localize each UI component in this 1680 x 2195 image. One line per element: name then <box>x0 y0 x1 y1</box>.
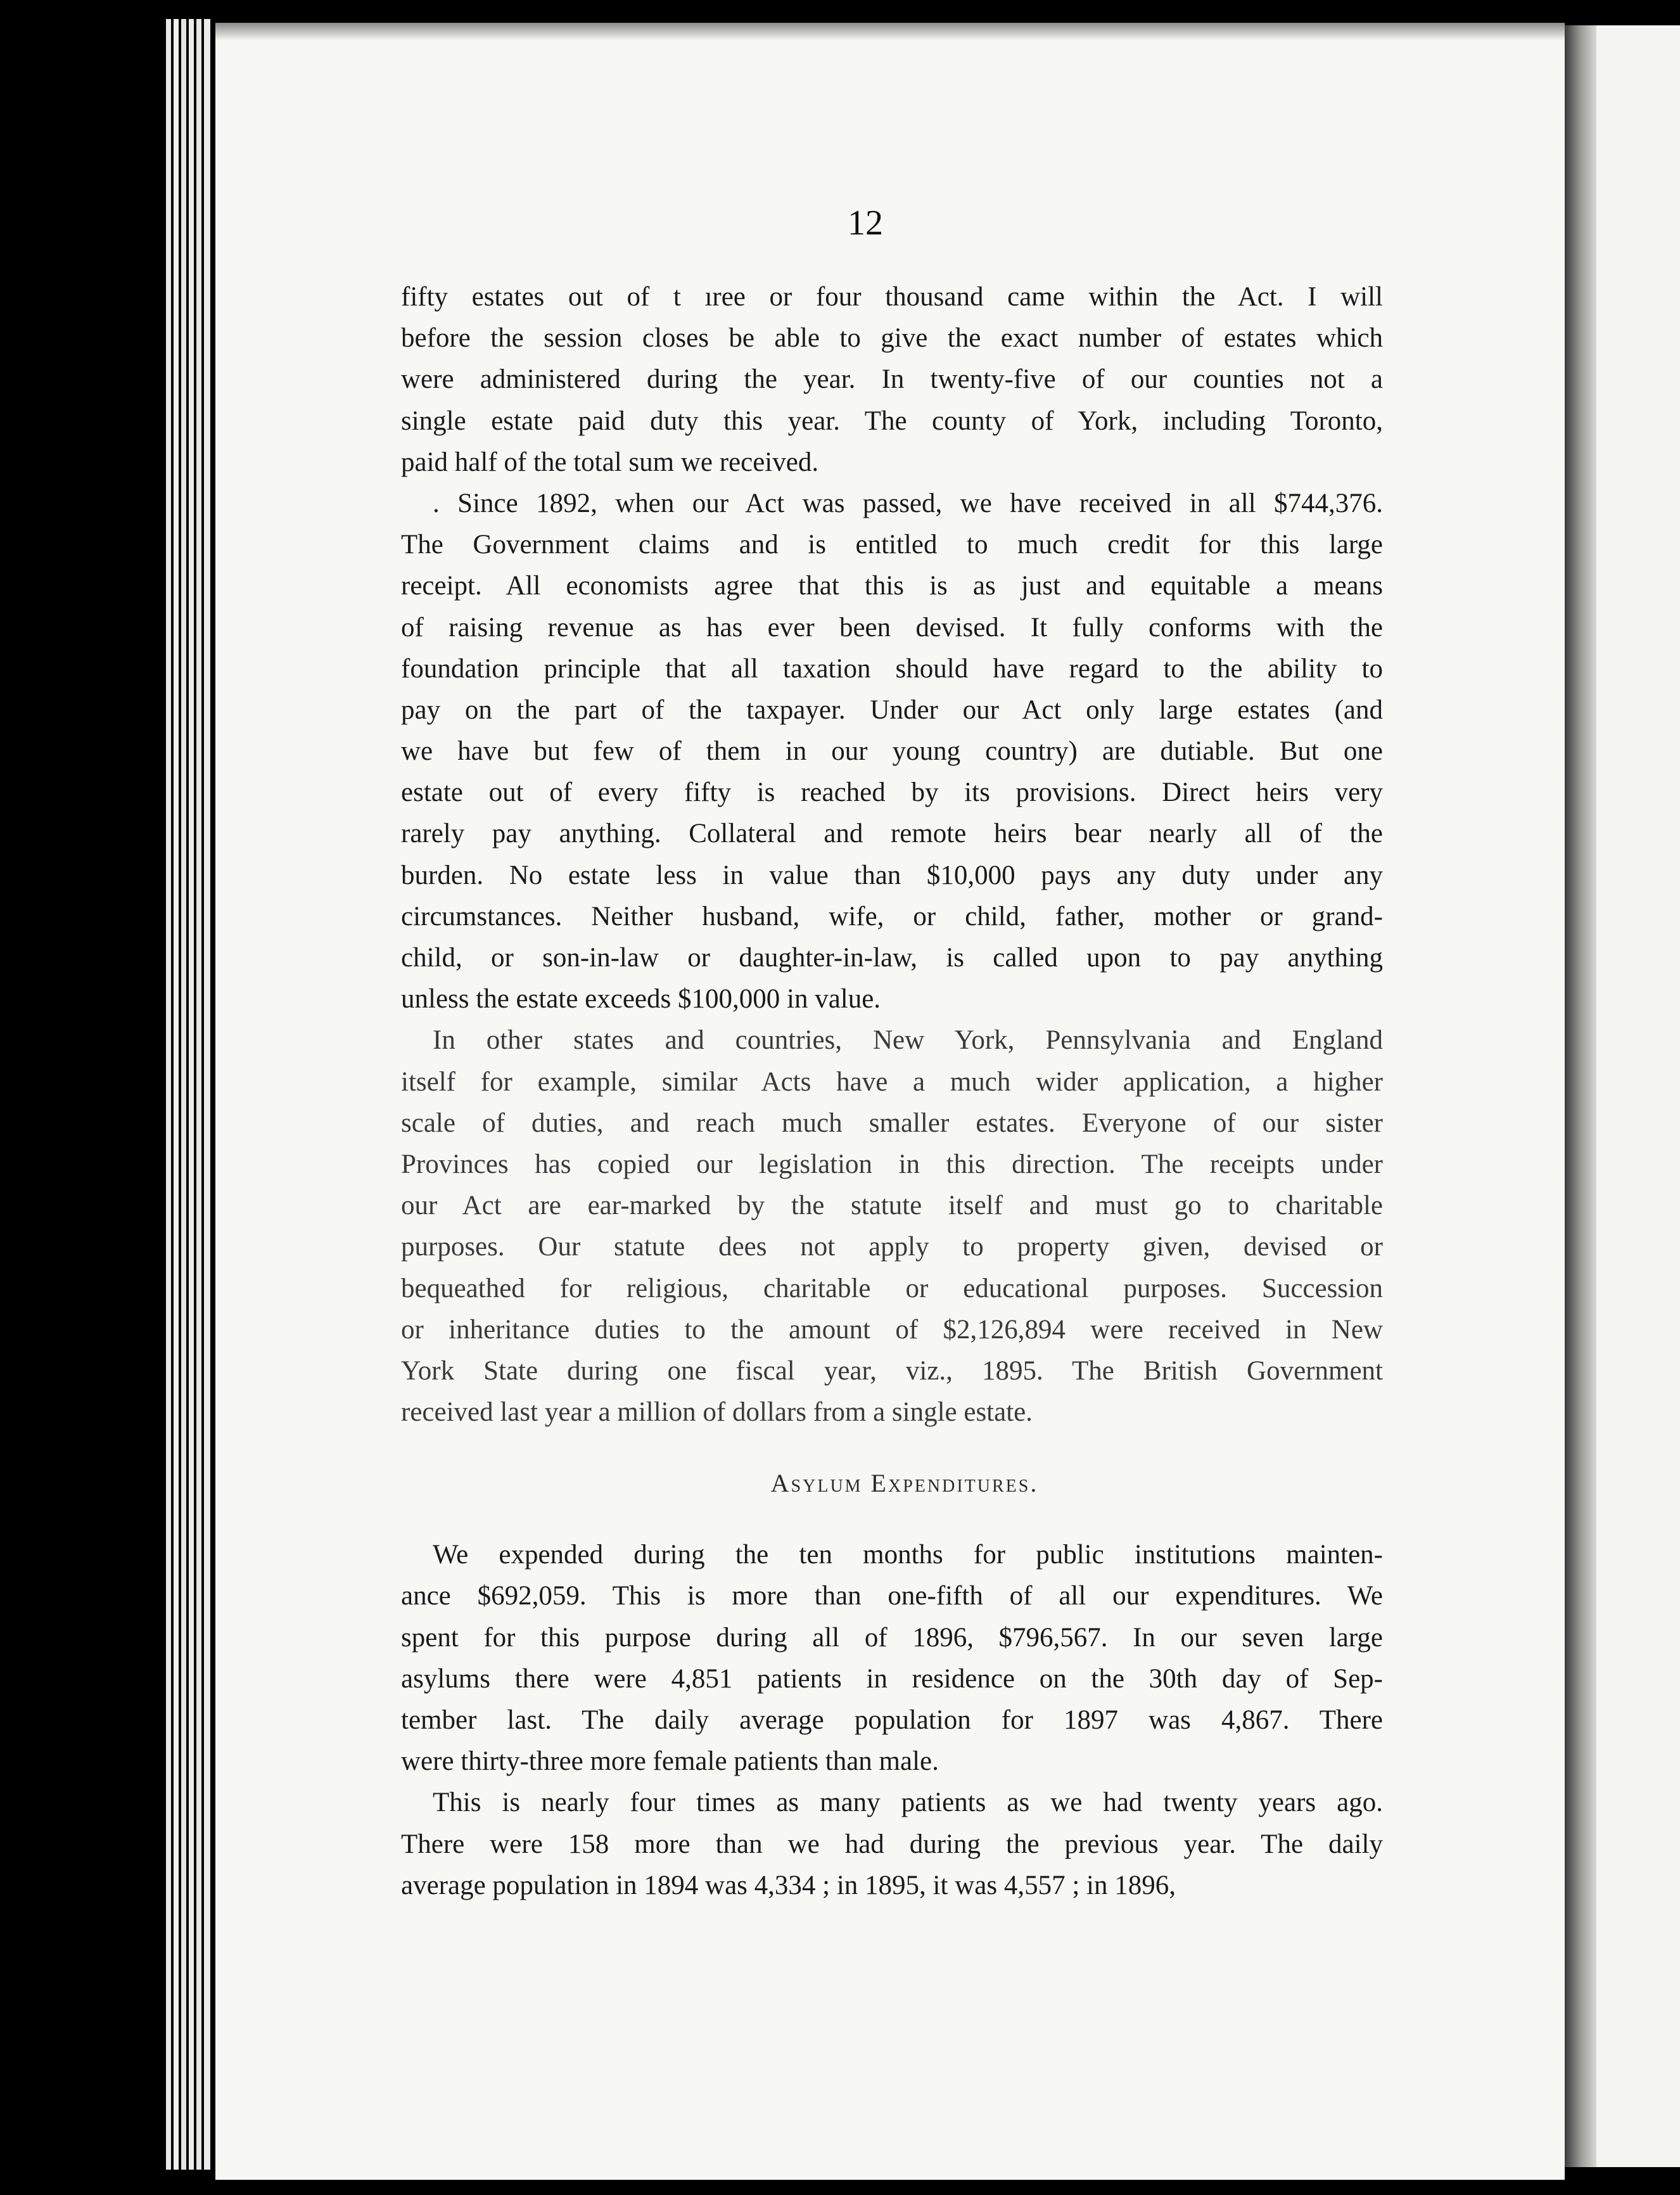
book-binding <box>1565 25 1596 2167</box>
text-line: scale of duties, and reach much smaller estates. Everyone of our sister <box>401 1108 1383 1138</box>
text-line: unless the estate exceeds $100,000 in value. <box>401 984 881 1014</box>
text-line: were thirty-three more female patients than male. <box>401 1746 939 1777</box>
page-top-shadow <box>215 23 1565 41</box>
text-line: asylums there were 4,851 patients in residence on the 30th day of Sep- <box>401 1663 1383 1694</box>
text-line: we have but few of them in our young country) are dutiable. But one <box>401 736 1383 767</box>
text-line: This is nearly four times as many patients as we had twenty years ago. <box>433 1788 1383 1818</box>
text-line: . Since 1892, when our Act was passed, we have received in all $744,376. <box>433 488 1383 518</box>
text-line: child, or son-in-law or daughter-in-law, is called upon to pay anything <box>401 943 1383 973</box>
text-line: average population in 1894 was 4,334 ; in 1895, it was 4,557 ; in 1896, <box>401 1870 1176 1900</box>
page-edge <box>189 19 194 2170</box>
text-line: purposes. Our statute dees not apply to property given, devised or <box>401 1232 1383 1262</box>
body-text <box>401 276 1383 1906</box>
text-line: rarely pay anything. Collateral and remote heirs bear nearly all of the <box>401 819 1383 849</box>
text-line: In other states and countries, New York, Pennsylvania and England <box>433 1025 1383 1056</box>
text-line: tember last. The daily average population for 1897 was 4,867. There <box>401 1705 1383 1735</box>
text-line: bequeathed for religious, charitable or educational purposes. Succession <box>401 1273 1383 1303</box>
page-edge <box>166 19 171 2170</box>
text-line: received last year a million of dollars from a single estate. <box>401 1397 1033 1428</box>
text-line: before the session closes be able to give the exact number of estates which <box>401 323 1383 354</box>
paragraph-patient-numbers <box>401 1782 1383 1906</box>
text-line: spent for this purpose during all of 1896, $796,567. In our seven large <box>401 1622 1383 1653</box>
text-line: We expended during the ten months for public institutions mainten- <box>433 1540 1383 1570</box>
text-line: our Act are ear-marked by the statute itself and must go to charitable <box>401 1191 1383 1221</box>
text-line: foundation principle that all taxation should have regard to the ability to <box>401 653 1383 684</box>
paragraph-other-states <box>401 1020 1383 1433</box>
text-line: itself for example, similar Acts have a much wider application, a higher <box>401 1066 1383 1097</box>
text-line: receipt. All economists agree that this is as just and equitable a means <box>401 571 1383 601</box>
page-edge <box>181 19 186 2170</box>
facing-page <box>1596 25 1680 2167</box>
text-line: Provinces has copied our legislation in this direction. The receipts under <box>401 1149 1383 1179</box>
text-line: pay on the part of the taxpayer. Under our Act only large estates (and <box>401 694 1383 725</box>
paragraph-estates <box>401 276 1383 483</box>
page-number: 12 <box>848 203 883 243</box>
paragraph-asylum-expenditures <box>401 1534 1383 1782</box>
text-line: burden. No estate less in value than $10,000 pays any duty under any <box>401 860 1383 890</box>
text-line: or inheritance duties to the amount of $2,126,894 were received in New <box>401 1314 1383 1345</box>
text-line: The Government claims and is entitled to much credit for this large <box>401 530 1383 560</box>
text-line: fifty estates out of t ıree or four thousand came within the Act. I will <box>401 282 1383 312</box>
section-heading: Asylum Expenditures. <box>770 1469 1039 1498</box>
paragraph-act-revenue <box>401 483 1383 1020</box>
text-line: were administered during the year. In twenty-five of our counties not a <box>401 364 1383 395</box>
text-line: single estate paid duty this year. The county of York, including Toronto, <box>401 406 1383 436</box>
text-line: paid half of the total sum we received. <box>401 447 819 477</box>
text-line: York State during one fiscal year, viz., 1895. The British Government <box>401 1355 1383 1386</box>
text-line: estate out of every fifty is reached by its provisions. Direct heirs very <box>401 778 1383 808</box>
page-edge <box>204 19 210 2170</box>
page-edge <box>174 19 179 2170</box>
text-line: circumstances. Neither husband, wife, or child, father, mother or grand- <box>401 901 1383 931</box>
text-line: ance $692,059. This is more than one-fifth of all our expenditures. We <box>401 1581 1383 1611</box>
text-line: There were 158 more than we had during the previous year. The daily <box>401 1829 1383 1859</box>
page-edge <box>196 19 201 2170</box>
text-line: of raising revenue as has ever been devised. It fully conforms with the <box>401 612 1383 643</box>
